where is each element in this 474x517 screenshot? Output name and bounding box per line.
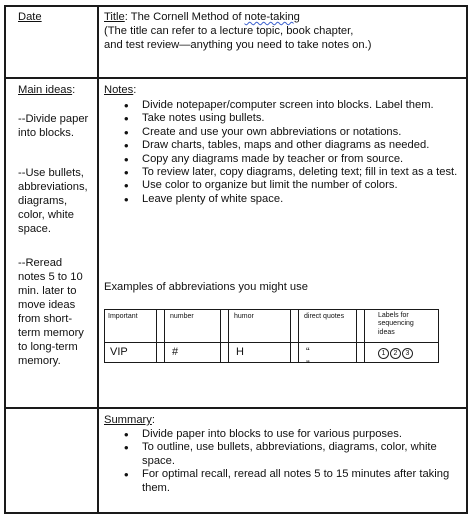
main-idea-line: notes 5 to 10 — [18, 271, 83, 283]
summary-bullet-text: To outline, use bullets, abbreviations, diagrams, color, white space. — [142, 441, 437, 467]
notes-bullet — [118, 153, 460, 166]
main-idea-line: --Reread — [18, 257, 63, 269]
summary-label: Summary — [104, 414, 152, 426]
abbrev-value: # — [172, 346, 179, 358]
summary-bullet — [118, 441, 454, 468]
summary-colon: : — [151, 414, 155, 426]
main-idea-line: min. later to — [18, 285, 77, 297]
sequence-mark: 2 — [390, 348, 401, 359]
title-text: : The Cornell Method of — [124, 11, 245, 23]
summary-bullet-list — [118, 428, 454, 495]
main-idea-line: term memory — [18, 327, 84, 339]
sequence-mark: 3 — [402, 348, 413, 359]
sequence-mark: 1 — [378, 348, 389, 359]
notes-bullet-text: Divide notepaper/computer screen into blocks. Label them. — [142, 99, 434, 111]
subtitle-line-2: and test review—anything you need to take notes on.) — [104, 39, 372, 51]
abbrev-value: H — [236, 346, 244, 358]
abbrev-table-col — [104, 309, 105, 363]
notes-bullet — [118, 193, 460, 206]
main-idea-line: from short- — [18, 313, 73, 325]
main-idea-line: move ideas — [18, 299, 76, 311]
date-label: Date — [18, 11, 42, 23]
summary-bullet-text: For optimal recall, reread all notes 5 to 15 minutes after taking them. — [142, 468, 450, 494]
summary-heading — [104, 414, 155, 427]
main-idea-line: --Divide paper — [18, 113, 89, 125]
outer-border-right — [466, 5, 468, 514]
main-idea-line: into blocks. — [18, 127, 74, 139]
abbrev-table-col — [438, 309, 439, 363]
main-idea-line: to long-term — [18, 341, 78, 353]
main-idea-line: color, white — [18, 209, 74, 221]
main-ideas-heading — [18, 84, 75, 97]
notes-bullet-list — [118, 99, 460, 206]
header-divider — [4, 77, 468, 79]
abbrev-table-col — [356, 309, 357, 363]
abbrev-table-col — [156, 309, 157, 363]
notes-bullet-text: Leave plenty of white space. — [142, 192, 284, 205]
summary-bullet — [118, 468, 454, 495]
abbrev-table-top — [104, 309, 439, 310]
abbrev-table-col — [298, 309, 299, 363]
main-ideas-colon: : — [72, 84, 76, 96]
outer-border-bottom — [4, 512, 468, 514]
summary-bullet-text: Divide paper into blocks to use for various purposes. — [142, 428, 402, 440]
main-idea-line: abbreviations, — [18, 181, 88, 193]
main-idea-line: --Use bullets, — [18, 167, 84, 179]
notes-bullet-text: Use color to organize but limit the number of colors. — [142, 179, 398, 192]
subtitle-line-1: (The title can refer to a lecture topic, book chapter, — [104, 25, 354, 37]
title-label: Title — [104, 11, 125, 23]
sequence-marks — [378, 345, 414, 363]
notes-bullet — [118, 99, 460, 112]
abbrev-header: Important — [108, 313, 138, 320]
abbrev-table-mid — [104, 342, 439, 343]
notes-bullet — [118, 139, 460, 152]
notes-bullet — [118, 179, 460, 192]
outer-border-top — [4, 5, 468, 7]
notes-bullet-text: Take notes using bullets. — [142, 112, 265, 125]
abbrev-header: number — [170, 313, 194, 320]
notes-bullet — [118, 112, 460, 125]
notes-bullet — [118, 126, 460, 139]
main-idea-line: diagrams, — [18, 195, 68, 207]
abbrev-value: VIP — [110, 346, 128, 358]
abbrev-value: “ ” — [306, 346, 310, 371]
main-idea-line: space. — [18, 223, 51, 235]
main-idea-line: memory. — [18, 355, 61, 367]
abbrev-table-col — [228, 309, 229, 363]
abbrev-table-col — [220, 309, 221, 363]
abbrev-table-col — [164, 309, 165, 363]
title-emphasis: note-taking — [244, 11, 300, 23]
main-ideas-label: Main ideas — [18, 84, 73, 96]
outer-border-left — [4, 5, 6, 514]
notes-bullet-text: To review later, copy diagrams, deleting text; fill in text as a test. — [142, 166, 458, 179]
abbrev-table-col — [364, 309, 365, 363]
notes-bullet — [118, 166, 460, 179]
summary-bullet — [118, 428, 454, 441]
examples-caption: Examples of abbreviations you might use — [104, 281, 308, 293]
notes-label: Notes — [104, 84, 134, 96]
abbrev-header: Labels for sequencing ideas — [378, 312, 414, 336]
summary-divider — [4, 407, 468, 409]
abbrev-header: direct quotes — [304, 313, 345, 320]
notes-bullet-text: Copy any diagrams made by teacher or from source. — [142, 152, 404, 165]
notes-heading — [104, 84, 136, 97]
page-title — [104, 11, 300, 24]
abbrev-table-col — [290, 309, 291, 363]
column-divider — [97, 5, 99, 514]
notes-bullet-text: Create and use your own abbreviations or notations. — [142, 125, 402, 138]
notes-colon: : — [133, 84, 137, 96]
abbrev-header: humor — [234, 313, 254, 320]
notes-bullet-text: Draw charts, tables, maps and other diagrams as needed. — [142, 139, 430, 152]
